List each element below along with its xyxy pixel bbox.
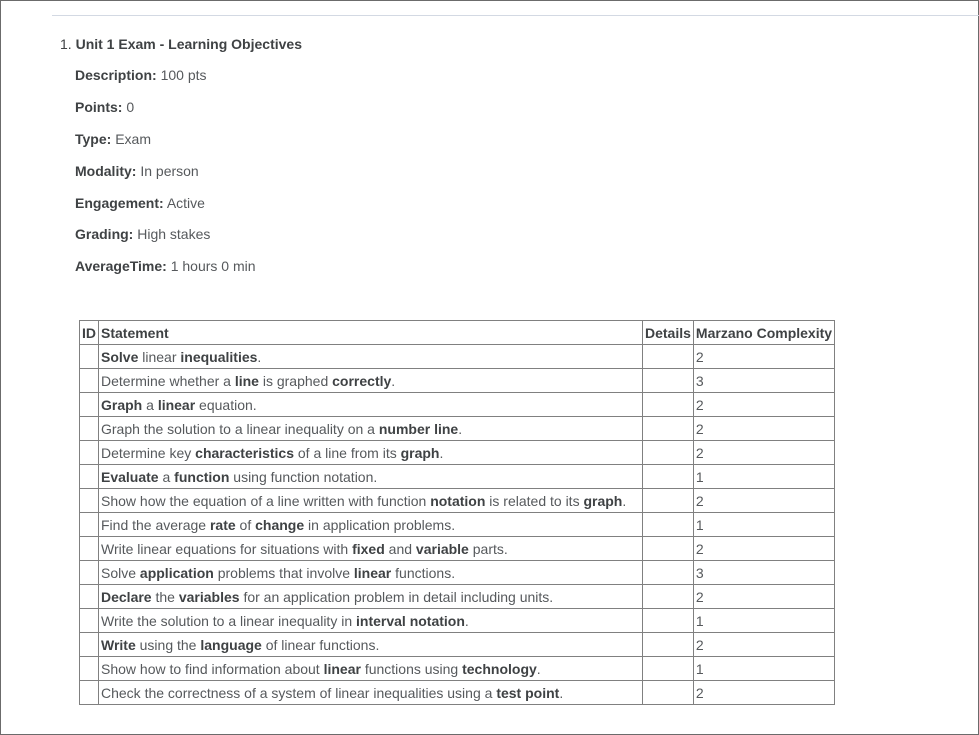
header-statement: Statement <box>99 321 643 345</box>
cell-details <box>643 513 694 537</box>
cell-marzano-complexity: 2 <box>693 345 834 369</box>
statement-keyword: variable <box>415 540 469 557</box>
cell-statement <box>99 657 643 681</box>
statement-text: . <box>622 492 627 509</box>
statement-text: of <box>235 516 256 533</box>
table-row <box>80 657 835 681</box>
cell-marzano-complexity: 2 <box>693 537 834 561</box>
cell-details <box>643 417 694 441</box>
statement-text: Find the average <box>101 516 210 533</box>
statement-keyword: notation <box>430 492 486 509</box>
cell-marzano-complexity: 3 <box>693 369 834 393</box>
objective-number: 1. <box>60 36 72 52</box>
cell-details <box>643 681 694 705</box>
statement-text: linear <box>138 348 181 365</box>
field-label: Description: <box>75 67 157 83</box>
statement-text: using the <box>135 636 201 653</box>
cell-details <box>643 393 694 417</box>
cell-id <box>80 441 99 465</box>
statement-keyword: graph <box>583 492 623 509</box>
table-row <box>80 465 835 489</box>
statement-text: Write linear equations for situations with <box>101 540 353 557</box>
cell-statement <box>99 513 643 537</box>
objective-heading <box>60 36 302 52</box>
field-label: Type: <box>75 131 112 147</box>
field-value: Active <box>166 195 205 211</box>
statement-text: the <box>151 588 179 605</box>
cell-id <box>80 369 99 393</box>
cell-id <box>80 609 99 633</box>
cell-details <box>643 465 694 489</box>
statement-keyword: graph <box>400 444 440 461</box>
table-body <box>80 345 835 705</box>
statement-text: Solve <box>101 564 140 581</box>
field-label: Points: <box>75 99 123 115</box>
cell-marzano-complexity: 2 <box>693 585 834 609</box>
cell-statement <box>99 489 643 513</box>
statement-keyword: Write <box>101 636 136 653</box>
field-average-time <box>75 258 256 274</box>
cell-marzano-complexity: 2 <box>693 393 834 417</box>
field-description <box>75 67 207 83</box>
header-id: ID <box>80 321 99 345</box>
cell-statement <box>99 465 643 489</box>
cell-statement <box>99 441 643 465</box>
statement-text: using function notation. <box>229 468 378 485</box>
statement-text: . <box>536 660 541 677</box>
statement-keyword: Graph <box>101 396 143 413</box>
field-value: 100 pts <box>160 67 207 83</box>
cell-details <box>643 585 694 609</box>
field-modality <box>75 163 199 179</box>
statement-keyword: test point <box>496 684 560 701</box>
statement-text: functions using <box>360 660 463 677</box>
table-row <box>80 441 835 465</box>
table-row <box>80 489 835 513</box>
field-label: Engagement: <box>75 195 164 211</box>
cell-statement <box>99 609 643 633</box>
statement-keyword: inequalities <box>180 348 258 365</box>
statement-text: of a line from its <box>294 444 401 461</box>
cell-details <box>643 537 694 561</box>
header-details: Details <box>643 321 694 345</box>
cell-id <box>80 633 99 657</box>
cell-id <box>80 417 99 441</box>
statement-keyword: variables <box>178 588 240 605</box>
statement-keyword: linear <box>353 564 392 581</box>
statement-text: Write the solution to a linear inequality in <box>101 612 356 629</box>
cell-statement <box>99 681 643 705</box>
statement-text: problems that involve <box>213 564 354 581</box>
field-value: In person <box>140 163 199 179</box>
cell-statement <box>99 345 643 369</box>
field-engagement <box>75 195 205 211</box>
statement-text: Show how the equation of a line written with function <box>101 492 431 509</box>
statement-keyword: Declare <box>101 588 152 605</box>
statement-text: Determine key <box>101 444 196 461</box>
cell-marzano-complexity: 2 <box>693 489 834 513</box>
field-grading <box>75 226 210 242</box>
cell-statement <box>99 537 643 561</box>
table-row <box>80 393 835 417</box>
cell-statement <box>99 561 643 585</box>
cell-details <box>643 633 694 657</box>
cell-id <box>80 585 99 609</box>
statement-text: functions. <box>391 564 456 581</box>
cell-marzano-complexity: 2 <box>693 417 834 441</box>
table-row <box>80 417 835 441</box>
field-value: 1 hours 0 min <box>170 258 256 274</box>
table-row <box>80 633 835 657</box>
statement-keyword: line <box>234 372 259 389</box>
cell-details <box>643 441 694 465</box>
statement-keyword: correctly <box>332 372 392 389</box>
statement-text: and <box>384 540 416 557</box>
statement-text: . <box>458 420 463 437</box>
statement-text: a <box>158 468 175 485</box>
cell-marzano-complexity: 2 <box>693 633 834 657</box>
table-row <box>80 513 835 537</box>
statement-keyword: language <box>200 636 262 653</box>
statement-text: . <box>439 444 444 461</box>
field-value: High stakes <box>137 226 211 242</box>
statement-keyword: rate <box>209 516 236 533</box>
cell-marzano-complexity: 3 <box>693 561 834 585</box>
statement-keyword: linear <box>157 396 196 413</box>
cell-marzano-complexity: 1 <box>693 609 834 633</box>
statement-keyword: interval notation <box>356 612 465 629</box>
cell-marzano-complexity: 1 <box>693 513 834 537</box>
statement-keyword: Solve <box>101 348 139 365</box>
table-row <box>80 561 835 585</box>
table-row <box>80 537 835 561</box>
field-label: Modality: <box>75 163 137 179</box>
statement-keyword: characteristics <box>195 444 294 461</box>
cell-id <box>80 561 99 585</box>
table-row <box>80 681 835 705</box>
statement-text: is graphed <box>258 372 333 389</box>
cell-details <box>643 657 694 681</box>
table-row <box>80 369 835 393</box>
cell-details <box>643 369 694 393</box>
cell-id <box>80 657 99 681</box>
table-header-row <box>80 321 835 345</box>
statement-text: . <box>559 684 564 701</box>
cell-statement <box>99 417 643 441</box>
statement-text: Determine whether a <box>101 372 235 389</box>
statement-text: equation. <box>195 396 257 413</box>
cell-id <box>80 513 99 537</box>
statement-keyword: number line <box>378 420 459 437</box>
cell-marzano-complexity: 1 <box>693 465 834 489</box>
cell-statement <box>99 369 643 393</box>
header-marzano-complexity: Marzano Complexity <box>693 321 834 345</box>
cell-id <box>80 537 99 561</box>
cell-details <box>643 609 694 633</box>
statement-text: is related to its <box>485 492 584 509</box>
cell-statement <box>99 393 643 417</box>
cell-id <box>80 345 99 369</box>
statement-keyword: technology <box>462 660 537 677</box>
objectives-table <box>79 320 835 705</box>
statement-text: parts. <box>468 540 508 557</box>
statement-keyword: change <box>255 516 305 533</box>
field-points <box>75 99 134 115</box>
statement-keyword: application <box>139 564 214 581</box>
cell-details <box>643 561 694 585</box>
field-type <box>75 131 151 147</box>
statement-text: for an application problem in detail including units. <box>239 588 554 605</box>
cell-id <box>80 393 99 417</box>
cell-details <box>643 345 694 369</box>
cell-statement <box>99 633 643 657</box>
field-value: 0 <box>126 99 135 115</box>
cell-marzano-complexity: 2 <box>693 441 834 465</box>
statement-text: . <box>464 612 469 629</box>
statement-keyword: function <box>174 468 230 485</box>
field-label: AverageTime: <box>75 258 167 274</box>
cell-details <box>643 489 694 513</box>
statement-text: of linear functions. <box>261 636 380 653</box>
cell-marzano-complexity: 2 <box>693 681 834 705</box>
top-divider <box>52 15 979 16</box>
statement-keyword: Evaluate <box>101 468 159 485</box>
cell-id <box>80 489 99 513</box>
statement-keyword: fixed <box>352 540 385 557</box>
statement-text: . <box>391 372 396 389</box>
cell-id <box>80 681 99 705</box>
objective-title: Unit 1 Exam - Learning Objectives <box>75 36 302 52</box>
statement-text: Check the correctness of a system of linear inequalities using a <box>101 684 497 701</box>
field-label: Grading: <box>75 226 134 242</box>
statement-text: Show how to find information about <box>101 660 324 677</box>
statement-text: a <box>142 396 158 413</box>
table-row <box>80 609 835 633</box>
statement-text: in application problems. <box>304 516 456 533</box>
statement-text: Graph the solution to a linear inequality on a <box>101 420 379 437</box>
cell-id <box>80 465 99 489</box>
cell-statement <box>99 585 643 609</box>
table-row <box>80 345 835 369</box>
field-value: Exam <box>115 131 151 147</box>
table-row <box>80 585 835 609</box>
statement-text: . <box>257 348 262 365</box>
statement-keyword: linear <box>323 660 361 677</box>
cell-marzano-complexity: 1 <box>693 657 834 681</box>
